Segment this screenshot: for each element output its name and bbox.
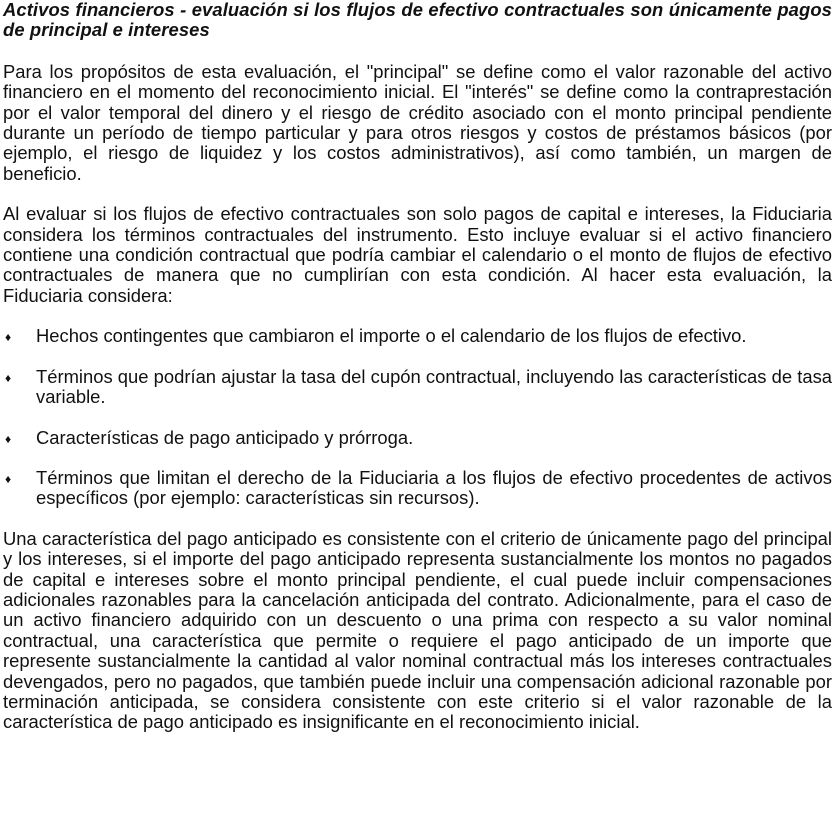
paragraph-principal-definition: Para los propósitos de esta evaluación, el "principal" se define como el valor razonable del activo financiero en el momento del reconocimiento inicial. El "interés" se define como la contraprestación por el valor temporal del dinero y el riesgo de crédito asociado con el monto principal pendiente durante un período de tiempo particular y para otros riesgos y costos de préstamos básicos (por ejemplo, el riesgo de liquidez y los costos administrativos), así como también, un margen de beneficio.	[3, 60, 832, 184]
paragraph-evaluation-criteria: Al evaluar si los flujos de efectivo contractuales son solo pagos de capital e intereses, la Fiduciaria considera los términos contractuales del instrumento. Esto incluye evaluar si el activo financiero contiene una condición contractual que podría cambiar el calendario o el monto de flujos de efectivo contractuales de manera que no cumplirían con esta condición. Al hacer esta evaluación, la Fiduciaria considera:	[3, 203, 832, 306]
list-item-text: Términos que limitan el derecho de la Fiduciaria a los flujos de efectivo procedentes de activos específicos (por ejemplo: características sin recursos).	[36, 466, 832, 509]
list-item-text: Hechos contingentes que cambiaron el importe o el calendario de los flujos de efectivo.	[36, 325, 747, 347]
document-page	[3, 0, 832, 753]
diamond-bullet-icon: ♦	[5, 370, 12, 385]
list-item	[3, 326, 832, 346]
list-item-text: Características de pago anticipado y prórroga.	[36, 426, 414, 448]
considerations-list	[3, 326, 832, 508]
diamond-bullet-icon: ♦	[5, 431, 12, 446]
section-heading: Activos financieros - evaluación si los flujos de efectivo contractuales son únicamente pagos de principal e intereses	[3, 0, 832, 41]
list-item	[3, 468, 832, 509]
diamond-bullet-icon: ♦	[5, 330, 12, 345]
list-item-text: Términos que podrían ajustar la tasa del cupón contractual, incluyendo las características de tasa variable.	[36, 365, 832, 408]
diamond-bullet-icon: ♦	[5, 471, 12, 486]
list-item	[3, 367, 832, 408]
paragraph-prepayment-feature: Una característica del pago anticipado es consistente con el criterio de únicamente pago del principal y los intereses, si el importe del pago anticipado representa sustancialmente los montos no pagados de capital e intereses sobre el monto principal pendiente, el cual puede incluir compensaciones adicionales razonables para la cancelación anticipada del contrato. Adicionalmente, para el caso de un activo financiero adquirido con un descuento o una prima con respecto a su valor nominal contractual, una característica que permite o requiere el pago anticipado de un importe que represente sustancialmente la cantidad al valor nominal contractual más los intereses contractuales devengados, pero no pagados, que también puede incluir una compensación adicional razonable por terminación anticipada, se considera consistente con este criterio si el valor razonable de la característica de pago anticipado es insignificante en el reconocimiento inicial.	[3, 527, 832, 733]
list-item	[3, 428, 832, 448]
